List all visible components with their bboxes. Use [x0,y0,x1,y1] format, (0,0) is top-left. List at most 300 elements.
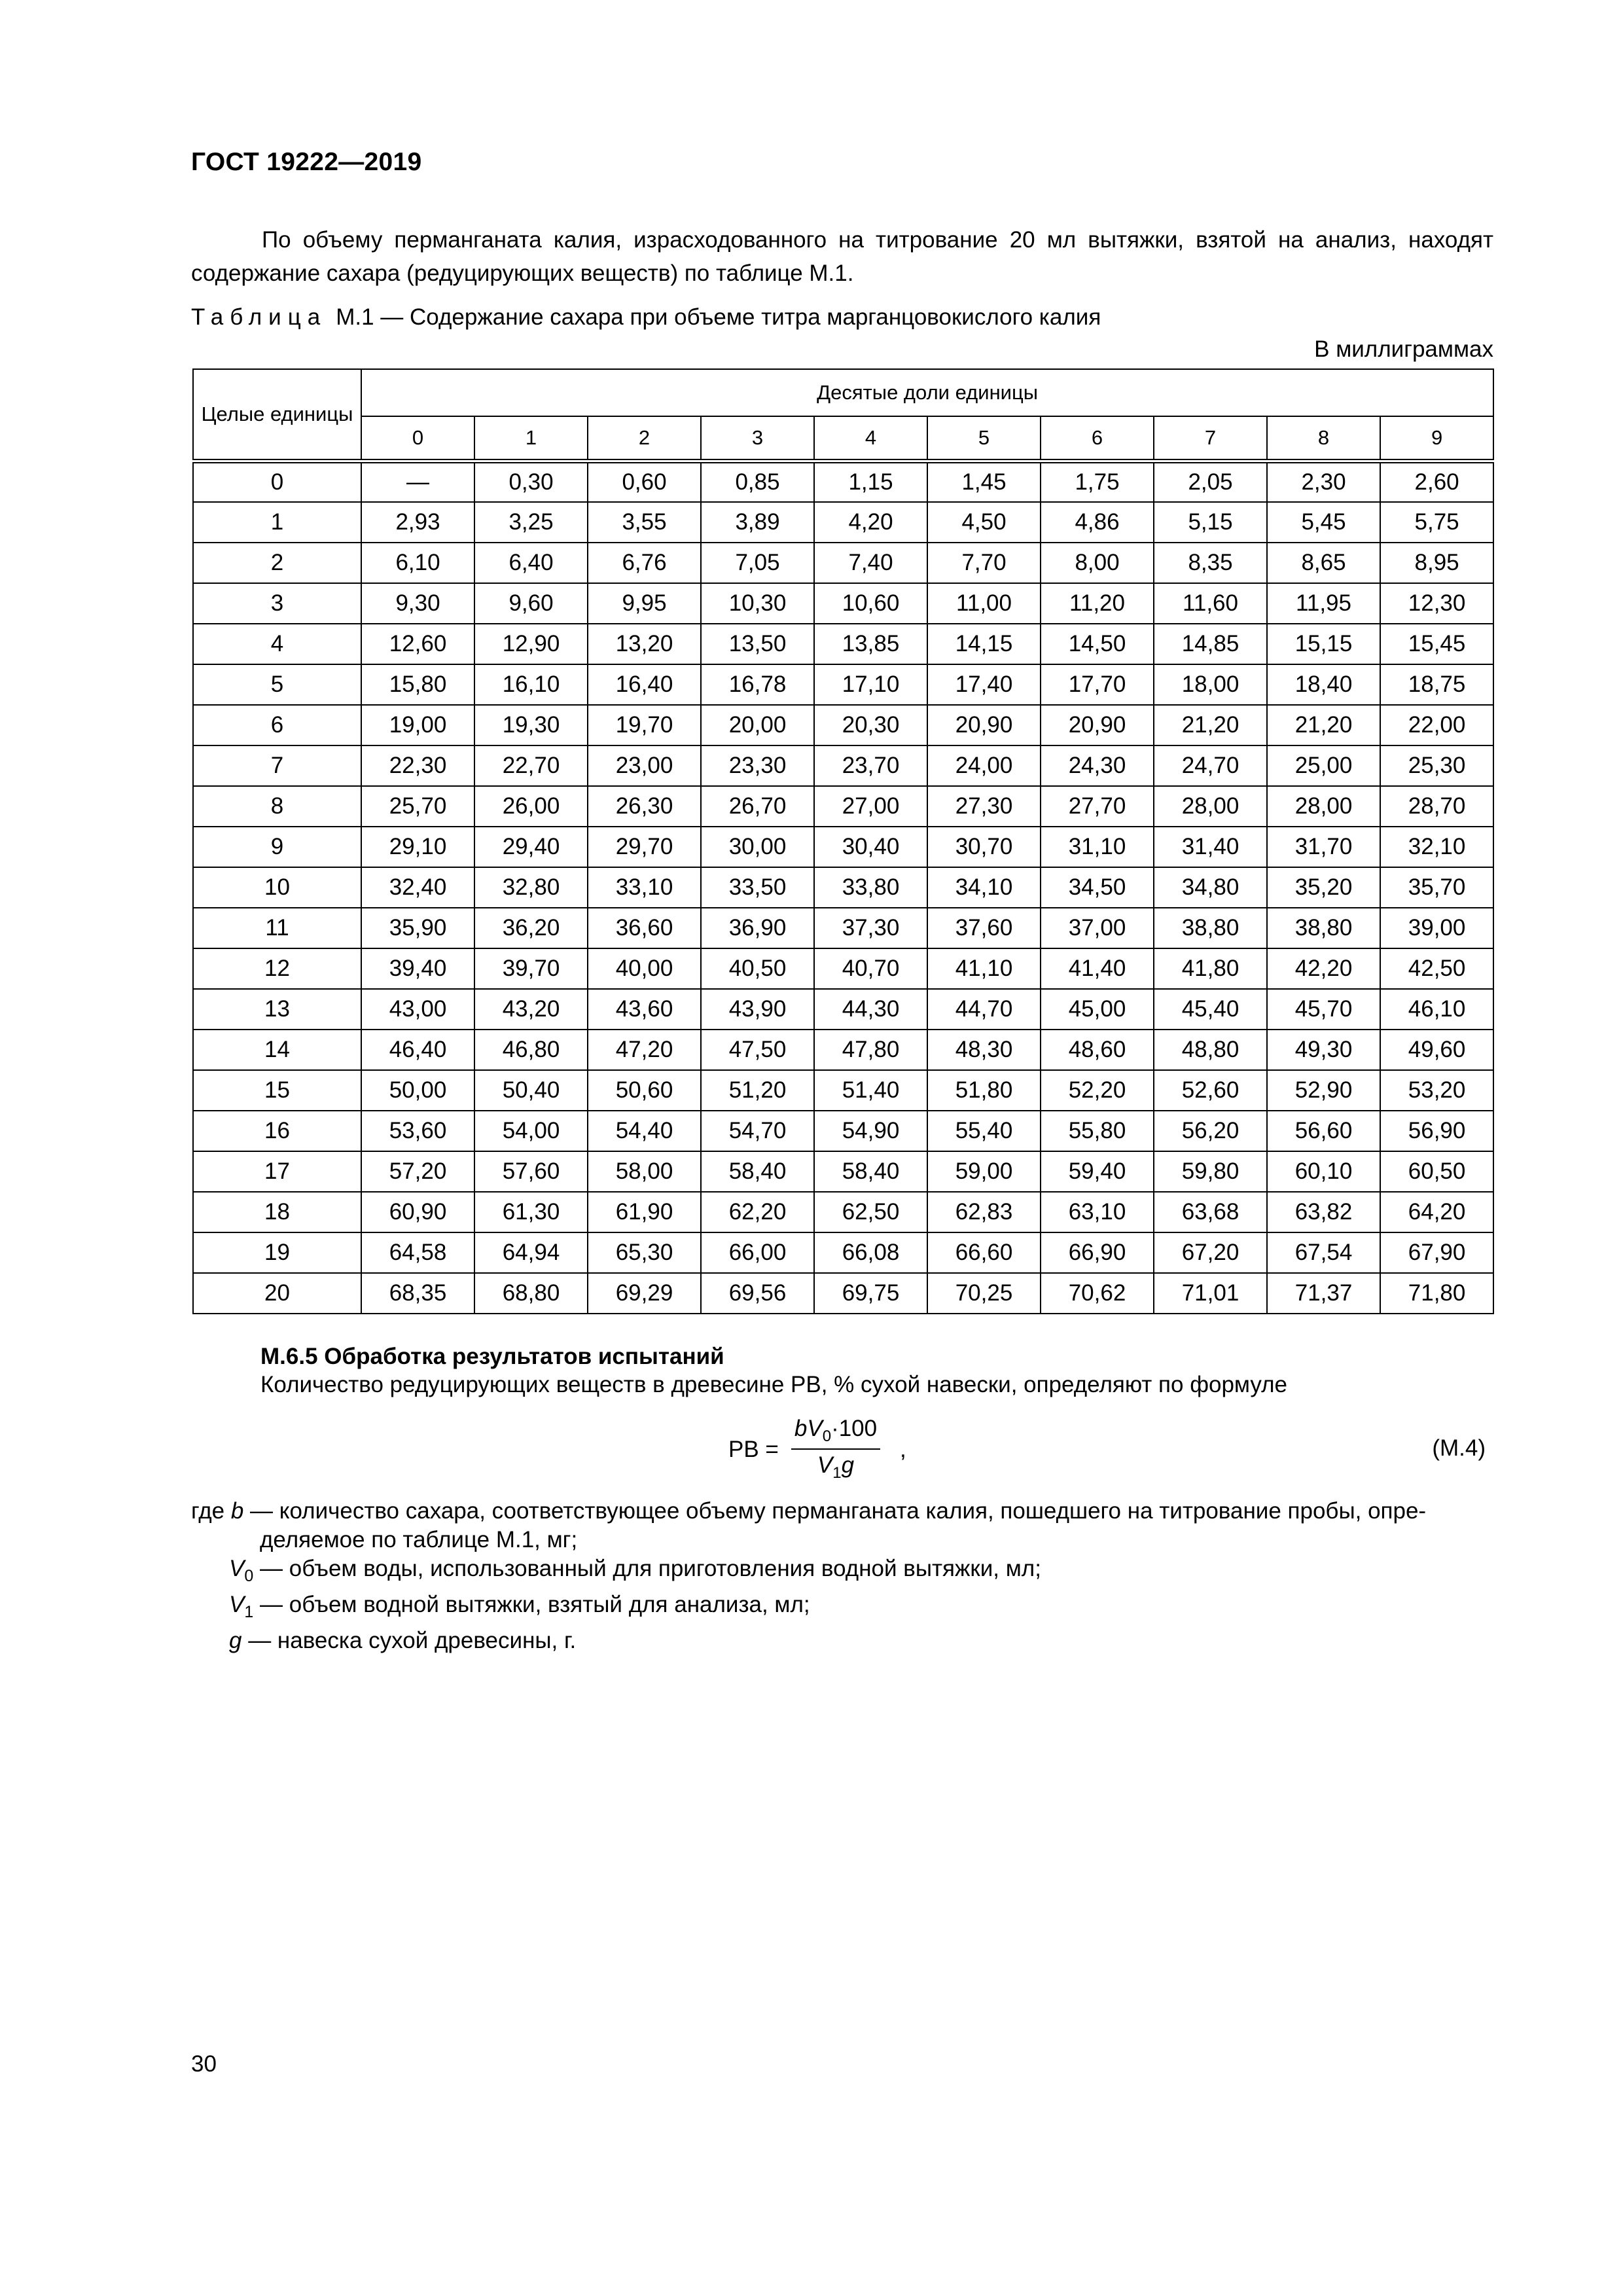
table-row [193,989,1493,1030]
value-cell: 4,50 [927,502,1041,543]
table-row [193,1111,1493,1151]
where-g-text: — навеска сухой древесины, г. [248,1628,577,1653]
value-cell: 52,90 [1267,1070,1380,1111]
formula-var-b: b [794,1416,808,1441]
value-cell: 12,30 [1380,583,1493,624]
var-v0-sub: 0 [244,1567,254,1585]
value-cell: 55,40 [927,1111,1041,1151]
value-cell: 31,40 [1154,827,1267,867]
row-label-cell: 10 [193,867,361,908]
value-cell: 11,20 [1041,583,1154,624]
column-header-8: 8 [1267,416,1380,461]
value-cell: 63,82 [1267,1192,1380,1232]
value-cell: 12,60 [361,624,474,664]
value-cell: 10,30 [701,583,814,624]
table-row [193,705,1493,745]
table-row [193,827,1493,867]
row-label-cell: 3 [193,583,361,624]
value-cell: 20,90 [1041,705,1154,745]
value-cell: 34,80 [1154,867,1267,908]
value-cell: 8,95 [1380,543,1493,583]
value-cell: 66,08 [814,1232,927,1273]
value-cell: 11,95 [1267,583,1380,624]
value-cell: 36,20 [474,908,588,948]
table-row [193,583,1493,624]
value-cell: 32,40 [361,867,474,908]
value-cell: 2,60 [1380,461,1493,503]
table-caption-text: М.1 — Содержание сахара при объеме титра марганцовокислого калия [336,304,1101,330]
equation-number: (М.4) [1432,1435,1486,1461]
value-cell: 17,10 [814,664,927,705]
value-cell: 23,00 [588,745,701,786]
value-cell: 71,80 [1380,1273,1493,1314]
value-cell: 53,60 [361,1111,474,1151]
value-cell: 58,00 [588,1151,701,1192]
value-cell: 33,10 [588,867,701,908]
value-cell: 5,15 [1154,502,1267,543]
row-label-cell: 14 [193,1030,361,1070]
where-g [191,1626,1493,1655]
value-cell: 62,50 [814,1192,927,1232]
table-row [193,502,1493,543]
value-cell: 28,00 [1267,786,1380,827]
table-row [193,867,1493,908]
row-label-cell: 5 [193,664,361,705]
value-cell: 9,60 [474,583,588,624]
value-cell: 18,40 [1267,664,1380,705]
value-cell: 29,70 [588,827,701,867]
column-header-0: 0 [361,416,474,461]
value-cell: 37,30 [814,908,927,948]
value-cell: 16,40 [588,664,701,705]
table-header-row [193,369,1493,416]
value-cell: 14,15 [927,624,1041,664]
value-cell: 48,60 [1041,1030,1154,1070]
value-cell: 15,15 [1267,624,1380,664]
document-header: ГОСТ 19222—2019 [191,148,422,176]
value-cell: 63,68 [1154,1192,1267,1232]
value-cell: 30,00 [701,827,814,867]
intro-text: По объему перманганата калия, израсходованного на титрование 20 мл вытяжки, взятой на анализ, находят содержание сахара (редуцирующих веществ) по таблице М.1. [191,227,1493,286]
value-cell: 43,00 [361,989,474,1030]
table-row [193,1273,1493,1314]
value-cell: 37,60 [927,908,1041,948]
where-v1 [191,1590,1493,1626]
table-row [193,1070,1493,1111]
value-cell: 19,70 [588,705,701,745]
formula-var-g: g [841,1452,855,1478]
value-cell: 70,62 [1041,1273,1154,1314]
row-label-cell: 17 [193,1151,361,1192]
formula-lhs: РВ = [728,1437,779,1462]
value-cell: 45,70 [1267,989,1380,1030]
value-cell: 7,70 [927,543,1041,583]
value-cell: 34,50 [1041,867,1154,908]
value-cell: 2,93 [361,502,474,543]
value-cell: 20,00 [701,705,814,745]
value-cell: 70,25 [927,1273,1041,1314]
value-cell: 30,40 [814,827,927,867]
value-cell: 35,20 [1267,867,1380,908]
value-cell: 62,83 [927,1192,1041,1232]
column-header-5: 5 [927,416,1041,461]
table-body [193,461,1493,1314]
table-caption-word: Таблица [191,304,327,330]
value-cell: 52,60 [1154,1070,1267,1111]
value-cell: 45,40 [1154,989,1267,1030]
table-units: В миллиграммах [1314,336,1493,362]
value-cell: 35,70 [1380,867,1493,908]
value-cell: 45,00 [1041,989,1154,1030]
value-cell: 37,00 [1041,908,1154,948]
value-cell: 23,30 [701,745,814,786]
sugar-content-table [192,368,1494,1314]
value-cell: 8,00 [1041,543,1154,583]
value-cell: 47,80 [814,1030,927,1070]
value-cell: 7,40 [814,543,927,583]
value-cell: 54,00 [474,1111,588,1151]
value-cell: 44,70 [927,989,1041,1030]
value-cell: 24,70 [1154,745,1267,786]
value-cell: 56,60 [1267,1111,1380,1151]
formula-num-rest: ·100 [831,1416,878,1441]
value-cell: 59,00 [927,1151,1041,1192]
where-block [191,1497,1493,1655]
value-cell: 62,20 [701,1192,814,1232]
value-cell: 51,40 [814,1070,927,1111]
value-cell: 0,85 [701,461,814,503]
where-b-cont: деляемое по таблице М.1, мг; [260,1527,578,1552]
value-cell: 43,60 [588,989,701,1030]
value-cell: 56,90 [1380,1111,1493,1151]
value-cell: 25,30 [1380,745,1493,786]
value-cell: 29,40 [474,827,588,867]
formula-sub-1: 1 [832,1464,842,1482]
value-cell: 23,70 [814,745,927,786]
value-cell: 20,90 [927,705,1041,745]
value-cell: 26,00 [474,786,588,827]
value-cell: 2,30 [1267,461,1380,503]
value-cell: 13,50 [701,624,814,664]
var-v0: V [229,1556,245,1581]
value-cell: 13,85 [814,624,927,664]
value-cell: 19,00 [361,705,474,745]
row-label-cell: 4 [193,624,361,664]
row-label-cell: 8 [193,786,361,827]
value-cell: 39,40 [361,948,474,989]
value-cell: 54,90 [814,1111,927,1151]
value-cell: 15,45 [1380,624,1493,664]
value-cell: 3,89 [701,502,814,543]
value-cell: 53,20 [1380,1070,1493,1111]
value-cell: 2,05 [1154,461,1267,503]
value-cell: 16,10 [474,664,588,705]
value-cell: 0,60 [588,461,701,503]
row-label-cell: 2 [193,543,361,583]
row-label-cell: 15 [193,1070,361,1111]
value-cell: 51,80 [927,1070,1041,1111]
value-cell: 1,45 [927,461,1041,503]
section-text: Количество редуцирующих веществ в древесине РВ, % сухой навески, определяют по формуле [260,1372,1288,1397]
value-cell: 15,80 [361,664,474,705]
value-cell: 41,10 [927,948,1041,989]
value-cell: 49,60 [1380,1030,1493,1070]
column-header-row [193,416,1493,461]
value-cell: 60,90 [361,1192,474,1232]
value-cell: 21,20 [1154,705,1267,745]
where-v1-text: — объем водной вытяжки, взятый для анализа, мл; [260,1592,810,1617]
value-cell: 47,20 [588,1030,701,1070]
value-cell: 30,70 [927,827,1041,867]
value-cell: 33,80 [814,867,927,908]
value-cell: 24,00 [927,745,1041,786]
formula-var-v0: V [807,1416,823,1441]
row-label-cell: 19 [193,1232,361,1273]
value-cell: 39,00 [1380,908,1493,948]
var-g: g [229,1628,242,1653]
value-cell: 39,70 [474,948,588,989]
value-cell: 50,40 [474,1070,588,1111]
value-cell: 22,30 [361,745,474,786]
value-cell: 51,20 [701,1070,814,1111]
where-lead: где [191,1498,225,1524]
table-row [193,786,1493,827]
value-cell: 57,60 [474,1151,588,1192]
value-cell: 32,80 [474,867,588,908]
value-cell: 9,30 [361,583,474,624]
value-cell: 60,10 [1267,1151,1380,1192]
value-cell: 5,75 [1380,502,1493,543]
table-row [193,1232,1493,1273]
value-cell: 7,05 [701,543,814,583]
value-cell: 46,80 [474,1030,588,1070]
value-cell: 36,90 [701,908,814,948]
value-cell: 3,55 [588,502,701,543]
where-b [191,1497,1493,1526]
value-cell: 68,80 [474,1273,588,1314]
formula-denominator [791,1452,880,1482]
value-cell: 12,90 [474,624,588,664]
formula [728,1416,925,1488]
row-label-cell: 11 [193,908,361,948]
formula-comma: , [900,1437,906,1462]
row-header-cell: Целые единицы [193,369,361,461]
value-cell: 24,30 [1041,745,1154,786]
where-b-text: — количество сахара, соответствующее объему перманганата калия, пошедшего на титрование пробы, опре- [250,1498,1427,1524]
row-label-cell: 6 [193,705,361,745]
value-cell: 11,60 [1154,583,1267,624]
value-cell: 67,90 [1380,1232,1493,1273]
column-header-2: 2 [588,416,701,461]
row-label-cell: 16 [193,1111,361,1151]
value-cell: 69,29 [588,1273,701,1314]
value-cell: 69,75 [814,1273,927,1314]
value-cell: 50,00 [361,1070,474,1111]
value-cell: 25,00 [1267,745,1380,786]
table-row [193,948,1493,989]
value-cell: 32,10 [1380,827,1493,867]
row-label-cell: 1 [193,502,361,543]
value-cell: 55,80 [1041,1111,1154,1151]
value-cell: 36,60 [588,908,701,948]
value-cell: 6,40 [474,543,588,583]
value-cell: 43,90 [701,989,814,1030]
value-cell: 19,30 [474,705,588,745]
value-cell: — [361,461,474,503]
table-caption [191,304,1101,331]
value-cell: 22,70 [474,745,588,786]
value-cell: 17,40 [927,664,1041,705]
table-row [193,908,1493,948]
var-v1: V [229,1592,245,1617]
value-cell: 14,85 [1154,624,1267,664]
value-cell: 40,00 [588,948,701,989]
value-cell: 50,60 [588,1070,701,1111]
value-cell: 16,78 [701,664,814,705]
value-cell: 6,76 [588,543,701,583]
value-cell: 25,70 [361,786,474,827]
section-title: М.6.5 Обработка результатов испытаний [260,1344,724,1369]
value-cell: 63,10 [1041,1192,1154,1232]
value-cell: 34,10 [927,867,1041,908]
table-row [193,1151,1493,1192]
var-v1-sub: 1 [244,1603,254,1621]
column-header-4: 4 [814,416,927,461]
value-cell: 41,40 [1041,948,1154,989]
value-cell: 64,94 [474,1232,588,1273]
value-cell: 42,20 [1267,948,1380,989]
value-cell: 54,70 [701,1111,814,1151]
value-cell: 35,90 [361,908,474,948]
value-cell: 66,60 [927,1232,1041,1273]
value-cell: 10,60 [814,583,927,624]
value-cell: 58,40 [701,1151,814,1192]
value-cell: 64,58 [361,1232,474,1273]
row-label-cell: 13 [193,989,361,1030]
value-cell: 67,54 [1267,1232,1380,1273]
value-cell: 4,86 [1041,502,1154,543]
formula-sub-0: 0 [822,1427,832,1445]
value-cell: 40,70 [814,948,927,989]
value-cell: 60,50 [1380,1151,1493,1192]
column-header-9: 9 [1380,416,1493,461]
value-cell: 44,30 [814,989,927,1030]
value-cell: 42,50 [1380,948,1493,989]
where-v0 [191,1554,1493,1590]
value-cell: 1,75 [1041,461,1154,503]
row-label-cell: 7 [193,745,361,786]
value-cell: 28,00 [1154,786,1267,827]
value-cell: 8,65 [1267,543,1380,583]
value-cell: 0,30 [474,461,588,503]
value-cell: 65,30 [588,1232,701,1273]
value-cell: 59,80 [1154,1151,1267,1192]
value-cell: 46,40 [361,1030,474,1070]
value-cell: 57,20 [361,1151,474,1192]
value-cell: 68,35 [361,1273,474,1314]
value-cell: 67,20 [1154,1232,1267,1273]
value-cell: 31,70 [1267,827,1380,867]
value-cell: 26,30 [588,786,701,827]
table-row [193,745,1493,786]
value-cell: 64,20 [1380,1192,1493,1232]
group-header-cell: Десятые доли единицы [361,369,1493,416]
value-cell: 18,75 [1380,664,1493,705]
value-cell: 6,10 [361,543,474,583]
table-row [193,1192,1493,1232]
table-row [193,624,1493,664]
value-cell: 33,50 [701,867,814,908]
value-cell: 27,00 [814,786,927,827]
formula-numerator [791,1416,880,1446]
table-row [193,1030,1493,1070]
row-label-cell: 9 [193,827,361,867]
value-cell: 38,80 [1267,908,1380,948]
value-cell: 9,95 [588,583,701,624]
value-cell: 27,30 [927,786,1041,827]
table-row [193,664,1493,705]
formula-var-v1: V [817,1452,833,1478]
value-cell: 29,10 [361,827,474,867]
value-cell: 48,30 [927,1030,1041,1070]
row-label-cell: 0 [193,461,361,503]
column-header-7: 7 [1154,416,1267,461]
value-cell: 47,50 [701,1030,814,1070]
value-cell: 56,20 [1154,1111,1267,1151]
value-cell: 69,56 [701,1273,814,1314]
value-cell: 1,15 [814,461,927,503]
value-cell: 71,37 [1267,1273,1380,1314]
value-cell: 5,45 [1267,502,1380,543]
where-v0-text: — объем воды, использованный для приготовления водной вытяжки, мл; [260,1556,1041,1581]
value-cell: 49,30 [1267,1030,1380,1070]
table-row [193,461,1493,503]
value-cell: 26,70 [701,786,814,827]
value-cell: 4,20 [814,502,927,543]
value-cell: 58,40 [814,1151,927,1192]
column-header-6: 6 [1041,416,1154,461]
value-cell: 61,90 [588,1192,701,1232]
value-cell: 21,20 [1267,705,1380,745]
value-cell: 28,70 [1380,786,1493,827]
fraction-bar [791,1448,880,1450]
intro-paragraph [191,223,1493,290]
value-cell: 27,70 [1041,786,1154,827]
value-cell: 14,50 [1041,624,1154,664]
value-cell: 46,10 [1380,989,1493,1030]
value-cell: 3,25 [474,502,588,543]
value-cell: 20,30 [814,705,927,745]
value-cell: 66,90 [1041,1232,1154,1273]
value-cell: 38,80 [1154,908,1267,948]
value-cell: 18,00 [1154,664,1267,705]
value-cell: 13,20 [588,624,701,664]
value-cell: 48,80 [1154,1030,1267,1070]
value-cell: 31,10 [1041,827,1154,867]
value-cell: 17,70 [1041,664,1154,705]
value-cell: 54,40 [588,1111,701,1151]
row-label-cell: 12 [193,948,361,989]
value-cell: 52,20 [1041,1070,1154,1111]
var-b: b [230,1498,244,1524]
column-header-3: 3 [701,416,814,461]
row-label-cell: 20 [193,1273,361,1314]
page-number: 30 [191,2051,217,2077]
column-header-1: 1 [474,416,588,461]
table-row [193,543,1493,583]
value-cell: 66,00 [701,1232,814,1273]
row-label-cell: 18 [193,1192,361,1232]
